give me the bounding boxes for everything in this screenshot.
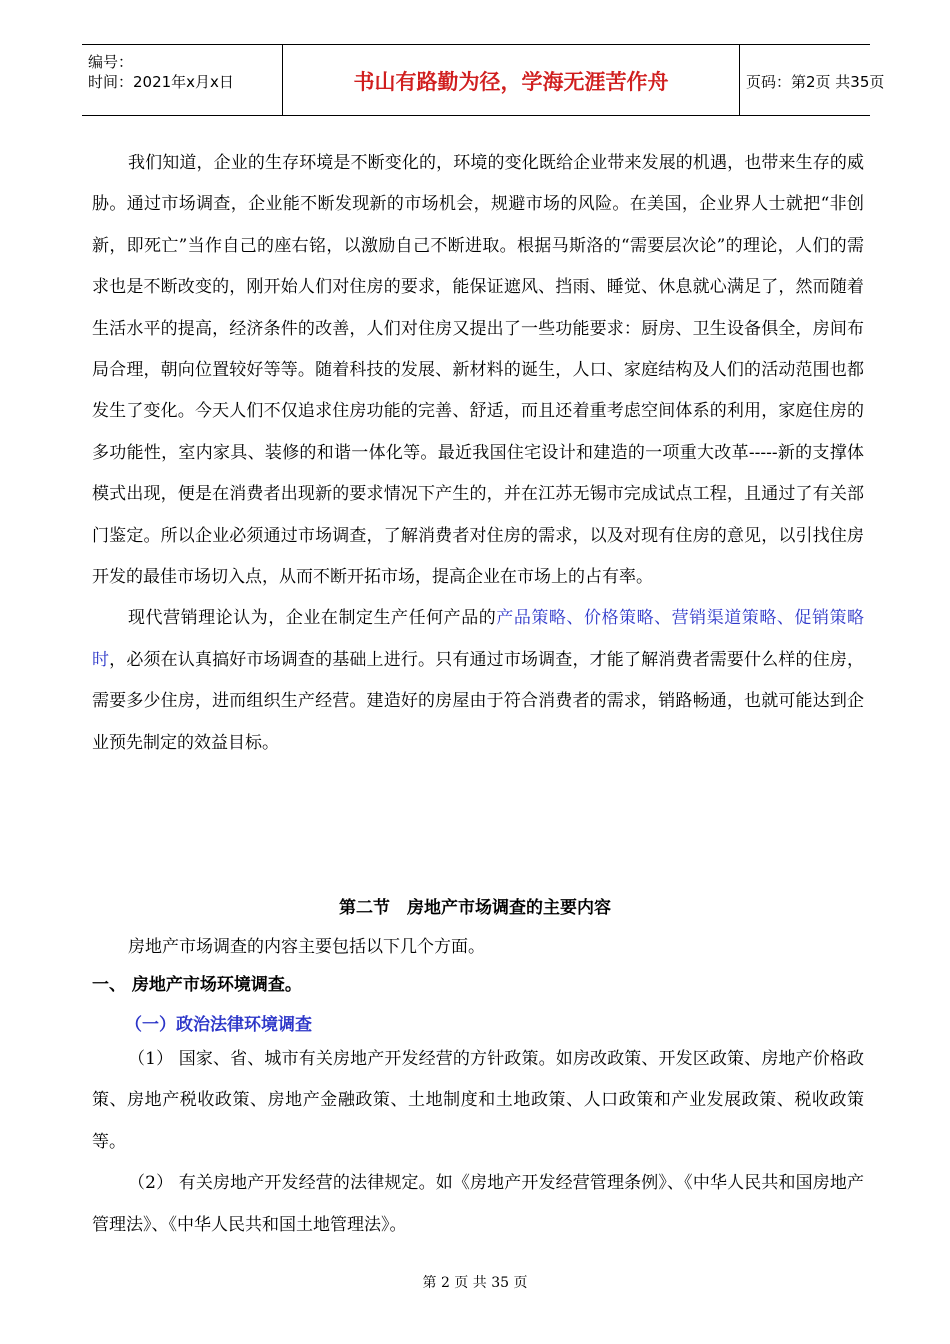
page-footer: 第 2 页 共 35 页 [422, 1275, 528, 1291]
heading-market-environment-survey: 一、 房地产市场环境调查。 [92, 975, 302, 995]
paragraph-market-environment: 我们知道，企业的生存环境是不断变化的，环境的变化既给企业带来发展的机遇，也带来生存的威胁。通过市场调查，企业能不断发现新的市场机会，规避市场的风险。在美国，企业界人士就把“非创新，即死亡”当作自己的座右铭，以激励自己不断进取。根据马斯洛的“需要层次论”的理论，人们的需求也是不断改变的，刚开始人们对住房的要求，能保证遮风、挡雨、睡觉、休息就心满足了，然而随着生活水平的提高，经济条件的改善，人们对住房又提出了一些功能要求：厨房、卫生设备俱全，房间布局合理，朝向位置较好等等。随着科技的发展、新材料的诞生，人口、家庭结构及人们的活动范围也都发生了变化。今天人们不仅追求住房功能的完善、舒适，而且还着重考虑空间体系的利用，家庭住房的多功能性，室内家具、装修的和谐一体化等。最近我国住宅设计和建造的一项重大改革-----新的支撑体模式出现，便是在消费者出现新的要求情况下产生的，并在江苏无锡市完成试点工程，且通过了有关部门鉴定。所以企业必须通过市场调查，了解消费者对住房的需求，以及对现有住房的意见，以引找住房开发的最佳市场切入点，从而不断开拓市场，提高企业在市场上的占有率。 [92, 153, 864, 588]
paragraph-marketing-theory-end: ，必须在认真搞好市场调查的基础上进行。只有通过市场调查，才能了解消费者需要什么样的住房，需要多少住房，进而组织生产经营。建造好的房屋由于符合消费者的需求，销路畅通，也就可能达到企业预先制定的效益目标。 [92, 649, 865, 753]
section2-title: 第二节 房地产市场调查的主要内容 [339, 898, 611, 918]
page-header [82, 44, 885, 116]
list-item-policy: （1） 国家、省、城市有关房地产开发经营的方针政策。如房改政策、开发区政策、房地产价格政策、房地产税收政策、房地产金融政策、土地制度和土地政策、人口政策和产业发展政策、税收政策等。 [92, 1049, 864, 1152]
header-meta-cell [82, 45, 283, 115]
section2-intro: 房地产市场调查的内容主要包括以下几个方面。 [128, 937, 485, 957]
header-motto-cell [283, 45, 740, 115]
document-number-label: 编号： [88, 53, 134, 71]
header-page-info: 页码：第2页 共35页 [746, 73, 885, 91]
paragraph-marketing-theory-start: 现代营销理论认为，企业在制定生产任何产品的 [128, 608, 497, 629]
header-motto: 书山有路勤为径，学海无涯苦作舟 [353, 69, 669, 94]
list-item-law: （2） 有关房地产开发经营的法律规定。如《房地产开发经营管理条例》、《中华人民共和国房地产管理法》、《中华人民共和国土地管理法》。 [92, 1173, 864, 1235]
section2-intro-block [92, 927, 864, 968]
subheading-political-legal: （一）政治法律环境调查 [125, 1015, 312, 1035]
header-page-cell [740, 45, 885, 115]
paragraph-marketing-theory [92, 598, 864, 764]
marketing-strategy-link[interactable]: 产品策略、价格策略、营销渠道策略、促销策略时 [92, 608, 865, 670]
document-time-label: 时间：2021年x月x日 [88, 73, 234, 91]
section1-body [92, 143, 864, 764]
section2-items [92, 1039, 864, 1246]
